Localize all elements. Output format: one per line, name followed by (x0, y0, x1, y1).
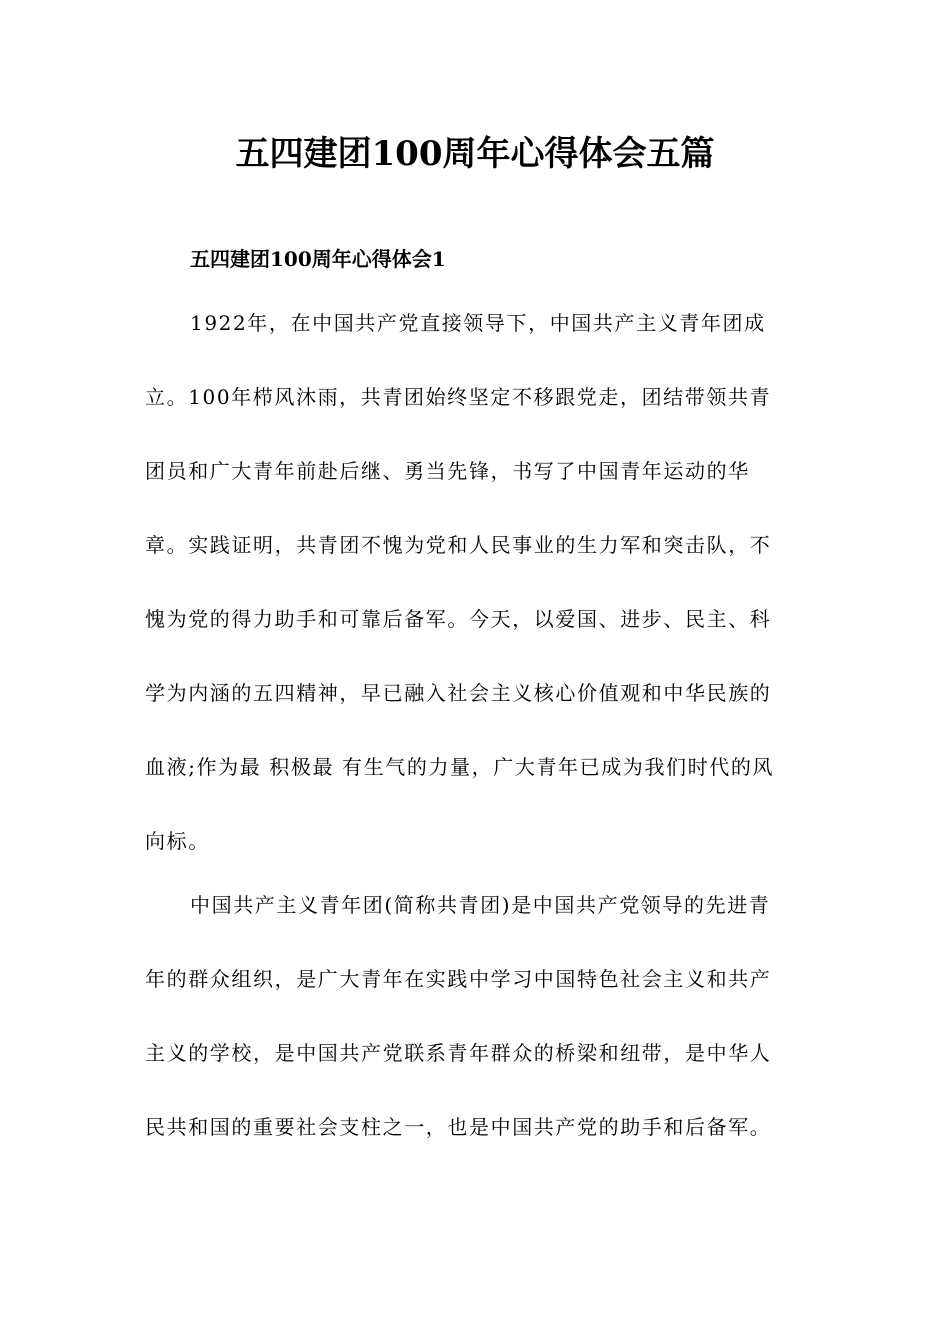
paragraph-line: 向标。 (145, 829, 210, 853)
paragraph-line: 章。实践证明，共青团不愧为党和人民事业的生力军和突击队，不 (145, 533, 772, 557)
paragraph-line: 团员和广大青年前赴后继、勇当先锋，书写了中国青年运动的华 (145, 459, 750, 483)
paragraph-line: 立。100年栉风沐雨，共青团始终坚定不移跟党走，团结带领共青 (145, 385, 772, 409)
paragraph-line: 主义的学校，是中国共产党联系青年群众的桥梁和纽带，是中华人 (145, 1041, 772, 1065)
section-heading: 五四建团100周年心得体会1 (190, 247, 446, 271)
document-title: 五四建团100周年心得体会五篇 (235, 134, 715, 174)
paragraph-line: 血液;作为最 积极最 有生气的力量，广大青年已成为我们时代的风 (145, 755, 775, 779)
paragraph-line: 民共和国的重要社会支柱之一，也是中国共产党的助手和后备军。 (145, 1115, 772, 1139)
paragraph-line: 1922年，在中国共产党直接领导下，中国共产主义青年团成 (190, 311, 766, 335)
paragraph-line: 学为内涵的五四精神，早已融入社会主义核心价值观和中华民族的 (145, 681, 772, 705)
paragraph-line: 年的群众组织，是广大青年在实践中学习中国特色社会主义和共产 (145, 967, 772, 991)
paragraph-line: 愧为党的得力助手和可靠后备军。今天，以爱国、进步、民主、科 (145, 607, 772, 631)
paragraph-line: 中国共产主义青年团(简称共青团)是中国共产党领导的先进青 (190, 893, 771, 917)
